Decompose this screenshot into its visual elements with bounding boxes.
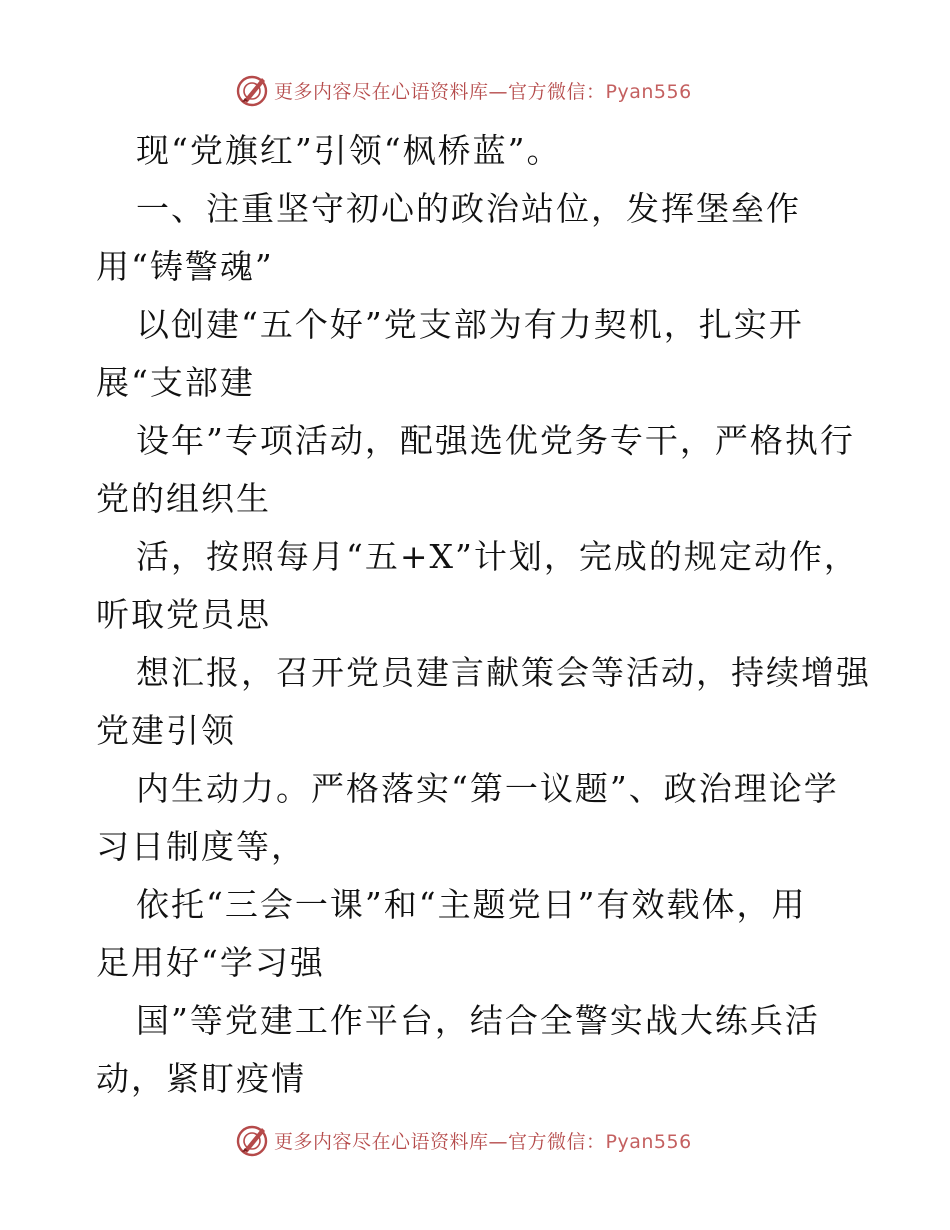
text-line: 习日制度等， xyxy=(96,827,306,866)
text-line: 展“支部建 xyxy=(96,363,255,402)
text-line: 依托“三会一课”和“主题党日”有效载体，用 xyxy=(136,885,807,924)
watermark-wechat-id: Pyan556 xyxy=(605,80,692,103)
text-line: 设年”专项活动，配强选优党务专干，严格执行 xyxy=(136,421,855,460)
brush-logo-icon xyxy=(234,1122,270,1158)
text-line: 一、注重坚守初心的政治站位，发挥堡垒作 xyxy=(136,189,801,228)
footer-watermark xyxy=(234,1120,754,1160)
watermark-label: 更多内容尽在心语资料库—官方微信： xyxy=(274,80,606,103)
text-line: 以创建“五个好”党支部为有力契机，扎实开 xyxy=(136,305,804,344)
brush-logo-icon xyxy=(234,72,270,108)
text-line: 想汇报，召开党员建言献策会等活动，持续增强 xyxy=(136,653,871,692)
header-watermark xyxy=(234,70,754,110)
text-line: 内生动力。严格落实“第一议题”、政治理论学 xyxy=(136,769,839,808)
text-line: 足用好“学习强 xyxy=(96,943,325,982)
text-line: 党建引领 xyxy=(96,711,236,750)
text-line: 国”等党建工作平台，结合全警实战大练兵活 xyxy=(136,1001,820,1040)
text-line: 用“铸警魂” xyxy=(96,247,274,286)
text-line: 党的组织生 xyxy=(96,479,271,518)
text-line: 活，按照每月“五+X”计划，完成的规定动作， xyxy=(136,537,859,576)
text-line: 现“党旗红”引领“枫桥蓝”。 xyxy=(136,131,562,170)
watermark-text xyxy=(274,77,692,104)
watermark-label: 更多内容尽在心语资料库—官方微信： xyxy=(274,1130,606,1153)
document-body xyxy=(96,122,871,1108)
watermark-text xyxy=(274,1127,692,1154)
watermark-wechat-id: Pyan556 xyxy=(605,1130,692,1153)
text-line: 动，紧盯疫情 xyxy=(96,1059,306,1098)
text-line: 听取党员思 xyxy=(96,595,271,634)
